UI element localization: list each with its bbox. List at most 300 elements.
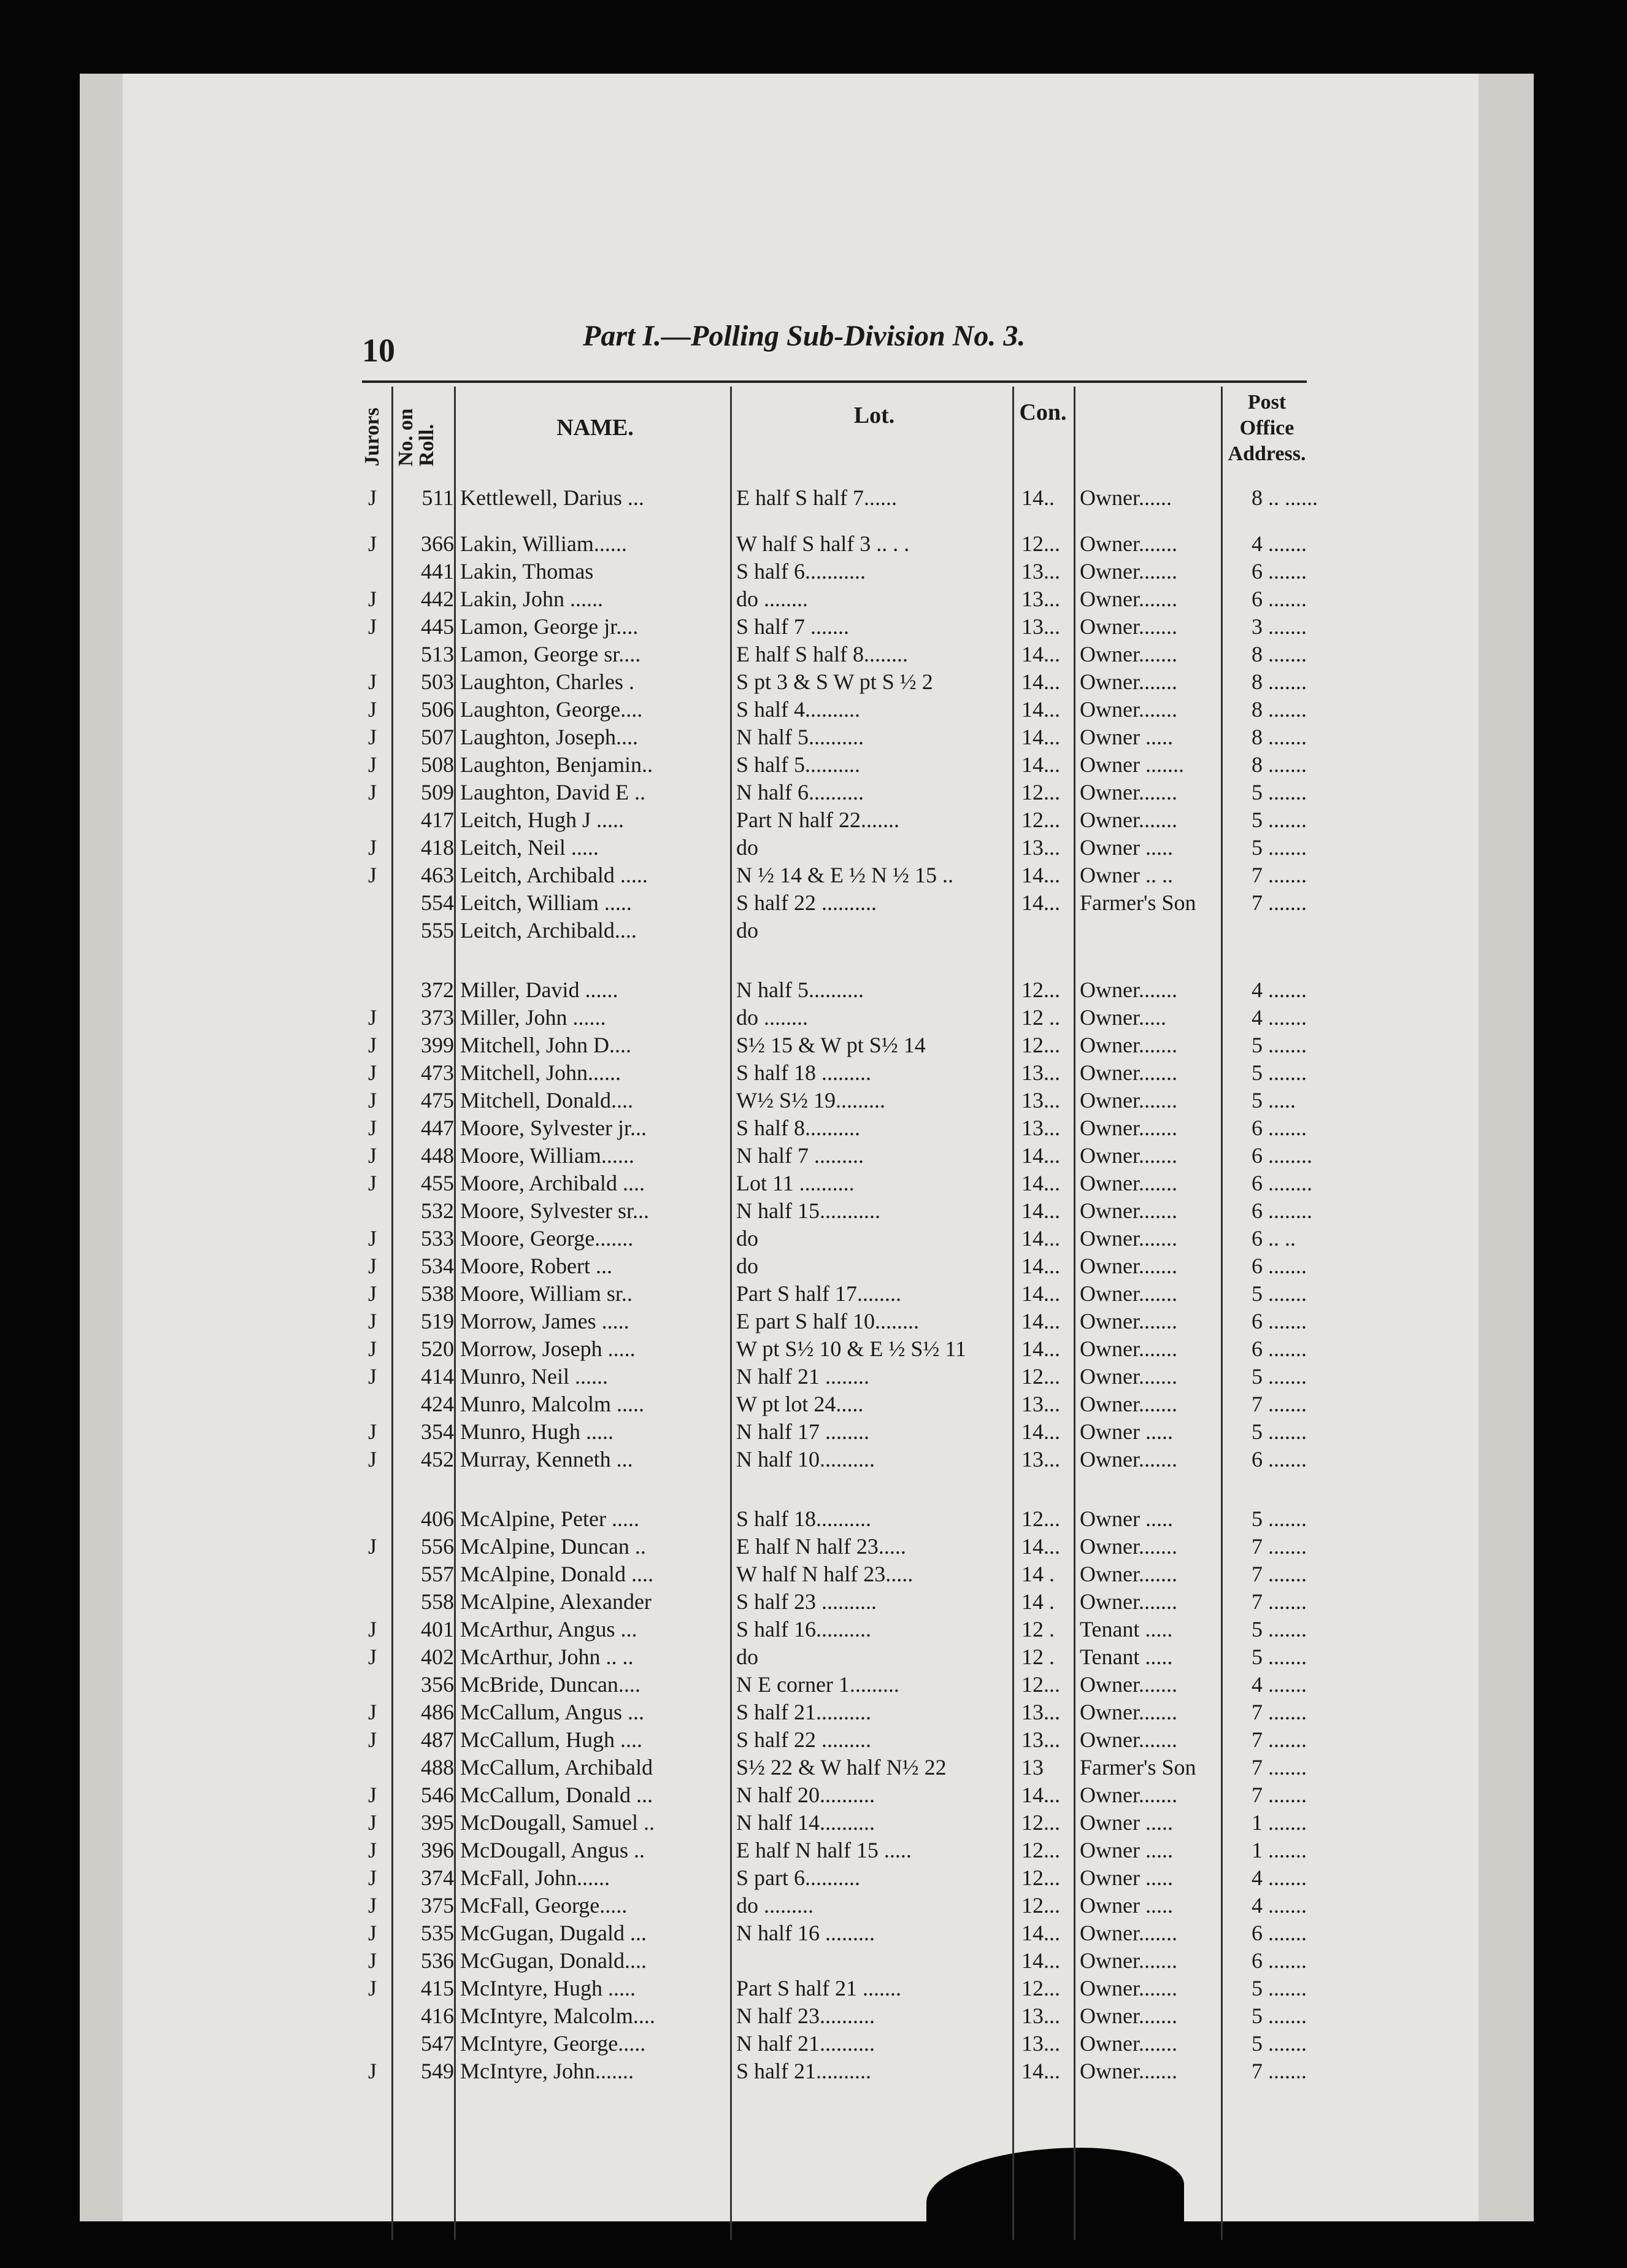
- post-office-address: 6 .......: [1252, 1447, 1307, 1472]
- concession: 12...: [1021, 1976, 1060, 2000]
- header-no-on-roll: No. on Roll.: [394, 408, 438, 466]
- occupation: Owner.......: [1080, 587, 1177, 611]
- voter-name: Morrow, James .....: [460, 1309, 629, 1333]
- lot-description: S half 5..........: [736, 752, 860, 777]
- post-office-address: 7 .......: [1252, 1727, 1307, 1752]
- juror-mark: J: [368, 863, 377, 887]
- juror-mark: J: [368, 1838, 377, 1862]
- juror-mark: J: [368, 1171, 377, 1195]
- occupation: Tenant .....: [1080, 1645, 1173, 1669]
- concession: 14...: [1021, 1783, 1060, 1807]
- post-office-address: 4 .......: [1252, 1865, 1307, 1890]
- occupation: Owner.......: [1080, 1392, 1177, 1416]
- voter-name: McArthur, Angus ...: [460, 1617, 637, 1641]
- juror-mark: J: [368, 614, 377, 639]
- roll-number: 503: [421, 669, 454, 694]
- voter-name: McCallum, Archibald: [460, 1755, 653, 1780]
- roll-number: 547: [421, 2031, 454, 2056]
- roll-number: 356: [421, 1672, 454, 1697]
- occupation: Owner.......: [1080, 642, 1177, 666]
- post-office-address: 4 .......: [1252, 1672, 1307, 1697]
- header-post-office-line1: Post Office: [1239, 391, 1294, 439]
- roll-number: 366: [421, 531, 454, 556]
- roll-number: 511: [421, 485, 454, 510]
- concession: 12 .: [1021, 1617, 1055, 1641]
- post-office-address: 5 .......: [1252, 1617, 1307, 1641]
- lot-description: N half 5..........: [736, 725, 864, 749]
- roll-number: 445: [421, 614, 454, 639]
- column-headers: [362, 387, 1307, 479]
- voter-name: McGugan, Dugald ...: [460, 1921, 647, 1945]
- table-row: [362, 724, 1307, 750]
- concession: 14...: [1021, 1198, 1060, 1223]
- concession: 12...: [1021, 978, 1060, 1002]
- post-office-address: 7 .......: [1252, 1562, 1307, 1586]
- concession: 14...: [1021, 1171, 1060, 1195]
- post-office-address: 5 .......: [1252, 835, 1307, 860]
- voter-name: McDougall, Samuel ..: [460, 1810, 655, 1835]
- concession: 14...: [1021, 1281, 1060, 1306]
- voter-name: Laughton, George....: [460, 697, 643, 722]
- juror-mark: J: [368, 669, 377, 694]
- header-lot: Lot.: [853, 403, 895, 428]
- table-row: [362, 1032, 1307, 1058]
- post-office-address: 6 ........: [1252, 1143, 1312, 1168]
- roll-number: 509: [421, 780, 454, 804]
- post-office-address: 1 .......: [1252, 1838, 1307, 1862]
- juror-mark: J: [368, 1617, 377, 1641]
- table-row: [362, 1727, 1307, 1753]
- table-row: [362, 1616, 1307, 1642]
- roll-number: 406: [421, 1506, 454, 1531]
- post-office-address: 5 .......: [1252, 1645, 1307, 1669]
- concession: 14...: [1021, 1143, 1060, 1168]
- voter-name: Leitch, Neil .....: [460, 835, 599, 860]
- table-row: [362, 1644, 1307, 1670]
- post-office-address: 1 .......: [1252, 1810, 1307, 1835]
- lot-description: S half 18..........: [736, 1506, 871, 1531]
- lot-description: do: [736, 1226, 758, 1251]
- concession: 12 .: [1021, 1645, 1055, 1669]
- table-row: [362, 1589, 1307, 1614]
- lot-description: N half 20..........: [736, 1783, 875, 1807]
- juror-mark: J: [368, 587, 377, 611]
- juror-mark: J: [368, 485, 377, 510]
- concession: 13...: [1021, 614, 1060, 639]
- page-title: Part I.—Polling Sub-Division No. 3.: [583, 320, 1026, 352]
- post-office-address: 7 .......: [1252, 2059, 1307, 2083]
- table-row: [362, 917, 1307, 943]
- lot-description: N half 14..........: [736, 1810, 875, 1835]
- voter-name: Munro, Neil ......: [460, 1364, 608, 1389]
- table-row: [362, 1948, 1307, 1973]
- lot-description: N half 7 .........: [736, 1143, 864, 1168]
- roll-number: 554: [421, 890, 454, 915]
- post-office-address: 6 .......: [1252, 1336, 1307, 1361]
- juror-mark: J: [368, 835, 377, 860]
- concession: 14..: [1021, 485, 1055, 510]
- voter-name: Mitchell, John......: [460, 1060, 621, 1085]
- voter-name: McIntyre, George.....: [460, 2031, 646, 2056]
- occupation: Owner .....: [1080, 1506, 1173, 1531]
- lot-description: S½ 22 & W half N½ 22: [736, 1755, 947, 1780]
- roll-number: 546: [421, 1783, 454, 1807]
- table-row: [362, 1446, 1307, 1472]
- header-post-office-line2: Address.: [1228, 442, 1306, 465]
- table-row: [362, 641, 1307, 667]
- table-row: [362, 1005, 1307, 1030]
- juror-mark: J: [368, 531, 377, 556]
- table-row: [362, 2003, 1307, 2029]
- post-office-address: 8 .......: [1252, 669, 1307, 694]
- occupation: Owner......: [1080, 485, 1172, 510]
- post-office-address: 4 .......: [1252, 531, 1307, 556]
- roll-number: 556: [421, 1534, 454, 1559]
- voter-name: McIntyre, Hugh .....: [460, 1976, 636, 2000]
- concession: 12...: [1021, 1838, 1060, 1862]
- table-row: [362, 1699, 1307, 1725]
- occupation: Owner.......: [1080, 1226, 1177, 1251]
- juror-mark: J: [368, 1893, 377, 1918]
- occupation: Owner.......: [1080, 1534, 1177, 1559]
- occupation: Owner.......: [1080, 1171, 1177, 1195]
- voter-name: McAlpine, Donald ....: [460, 1562, 653, 1586]
- juror-mark: J: [368, 1088, 377, 1113]
- occupation: Owner.......: [1080, 1116, 1177, 1140]
- voter-name: Laughton, Charles .: [460, 669, 634, 694]
- voter-name: McCallum, Donald ...: [460, 1783, 653, 1807]
- table-row: [362, 614, 1307, 639]
- post-office-address: 5 .......: [1252, 2004, 1307, 2028]
- occupation: Owner.......: [1080, 1727, 1177, 1752]
- table-row: [362, 1115, 1307, 1141]
- post-office-address: 7 .......: [1252, 1783, 1307, 1807]
- post-office-address: 7 .......: [1252, 890, 1307, 915]
- roll-number: 506: [421, 697, 454, 722]
- table-row: [362, 1170, 1312, 1196]
- juror-mark: J: [368, 1116, 377, 1140]
- roll-number: 401: [421, 1617, 454, 1641]
- roll-number: 475: [421, 1088, 454, 1113]
- post-office-address: 8 .......: [1252, 752, 1307, 777]
- table-row: [362, 1672, 1307, 1697]
- page-number: 10: [362, 332, 395, 369]
- occupation: Owner .....: [1080, 725, 1173, 749]
- voter-name: Laughton, Joseph....: [460, 725, 638, 749]
- occupation: Owner.......: [1080, 978, 1177, 1002]
- table-row: [362, 1087, 1307, 1113]
- juror-mark: J: [368, 1976, 377, 2000]
- post-office-address: 8 .......: [1252, 725, 1307, 749]
- post-office-address: 8 .. ......: [1252, 485, 1318, 510]
- voter-name: Leitch, William .....: [460, 890, 632, 915]
- concession: 12...: [1021, 1865, 1060, 1890]
- roll-number: 416: [421, 2004, 454, 2028]
- page-edge: [1534, 74, 1601, 2221]
- roll-number: 534: [421, 1254, 454, 1278]
- occupation: Owner.......: [1080, 1447, 1177, 1472]
- roll-number: 372: [421, 978, 454, 1002]
- lot-description: S half 6...........: [736, 559, 866, 584]
- table-row: [362, 1975, 1307, 2001]
- table-row: [362, 1920, 1307, 1946]
- post-office-address: 4 .......: [1252, 1893, 1307, 1918]
- lot-description: S half 8..........: [736, 1116, 860, 1140]
- occupation: Tenant .....: [1080, 1617, 1173, 1641]
- voter-name: McAlpine, Alexander: [460, 1589, 652, 1614]
- juror-mark: J: [368, 1309, 377, 1333]
- concession: 13: [1021, 1755, 1044, 1780]
- voter-name: Kettlewell, Darius ...: [460, 485, 644, 510]
- voter-name: Lakin, Thomas: [460, 559, 594, 584]
- concession: 13...: [1021, 1392, 1060, 1416]
- voter-name: Morrow, Joseph .....: [460, 1336, 636, 1361]
- roll-number: 473: [421, 1060, 454, 1085]
- roll-number: 442: [421, 587, 454, 611]
- voter-name: McIntyre, Malcolm....: [460, 2004, 655, 2028]
- voter-name: Moore, George.......: [460, 1226, 634, 1251]
- occupation: Owner.......: [1080, 1976, 1177, 2000]
- concession: 14...: [1021, 725, 1060, 749]
- lot-description: do: [736, 1254, 758, 1278]
- lot-description: E half S half 7......: [736, 485, 897, 510]
- post-office-address: 4 .......: [1252, 978, 1307, 1002]
- table-row: [362, 696, 1307, 722]
- roll-number: 424: [421, 1392, 454, 1416]
- concession: 13...: [1021, 1727, 1060, 1752]
- lot-description: S half 22 ..........: [736, 890, 877, 915]
- header-name: NAME.: [556, 415, 634, 441]
- voter-name: Laughton, Benjamin..: [460, 752, 653, 777]
- table-row: [362, 531, 1307, 557]
- concession: 12...: [1021, 1810, 1060, 1835]
- concession: 14...: [1021, 669, 1060, 694]
- juror-mark: J: [368, 1005, 377, 1030]
- juror-mark: J: [368, 1060, 377, 1085]
- table-row: [362, 1198, 1312, 1224]
- roll-number: 557: [421, 1562, 454, 1586]
- lot-description: S half 16..........: [736, 1617, 871, 1641]
- occupation: Owner .......: [1080, 752, 1184, 777]
- lot-description: N half 17 ........: [736, 1419, 869, 1444]
- voter-name: Mitchell, Donald....: [460, 1088, 633, 1113]
- voter-name: Murray, Kenneth ...: [460, 1447, 633, 1472]
- voter-name: Miller, David ......: [460, 978, 618, 1002]
- voter-name: Moore, William......: [460, 1143, 634, 1168]
- occupation: Owner.......: [1080, 2059, 1177, 2083]
- table-row: [362, 890, 1307, 916]
- concession: 14...: [1021, 1948, 1060, 1973]
- lot-description: Part S half 17........: [736, 1281, 901, 1306]
- occupation: Owner .....: [1080, 835, 1173, 860]
- occupation: Owner.......: [1080, 1254, 1177, 1278]
- concession: 14...: [1021, 863, 1060, 887]
- roll-number: 452: [421, 1447, 454, 1472]
- juror-mark: J: [368, 1336, 377, 1361]
- lot-description: N half 23..........: [736, 2004, 875, 2028]
- concession: 14...: [1021, 1419, 1060, 1444]
- table-row: [362, 1281, 1307, 1306]
- post-office-address: 5 .......: [1252, 1060, 1307, 1085]
- roll-number: 447: [421, 1116, 454, 1140]
- lot-description: S half 4..........: [736, 697, 860, 722]
- table-row: [362, 1143, 1312, 1168]
- voter-name: Lakin, John ......: [460, 587, 603, 611]
- occupation: Owner.......: [1080, 1060, 1177, 1085]
- occupation: Owner .....: [1080, 1893, 1173, 1918]
- concession: 12...: [1021, 1364, 1060, 1389]
- voter-name: Mitchell, John D....: [460, 1033, 631, 1057]
- roll-number: 455: [421, 1171, 454, 1195]
- roll-number: 533: [421, 1226, 454, 1251]
- concession: 12...: [1021, 1893, 1060, 1918]
- juror-mark: J: [368, 1810, 377, 1835]
- lot-description: N E corner 1.........: [736, 1672, 899, 1697]
- occupation: Owner.......: [1080, 1033, 1177, 1057]
- table-row: [362, 1533, 1307, 1559]
- juror-mark: J: [368, 1865, 377, 1890]
- concession: 14...: [1021, 642, 1060, 666]
- roll-number: 448: [421, 1143, 454, 1168]
- lot-description: E half S half 8........: [736, 642, 908, 666]
- voter-name: Leitch, Archibald....: [460, 918, 637, 943]
- lot-description: Lot 11 ..........: [736, 1171, 855, 1195]
- voter-name: Munro, Hugh .....: [460, 1419, 613, 1444]
- lot-description: E half N half 15 .....: [736, 1838, 912, 1862]
- lot-description: W½ S½ 19.........: [736, 1088, 885, 1113]
- concession: 12...: [1021, 531, 1060, 556]
- juror-mark: J: [368, 752, 377, 777]
- table-row: [362, 1810, 1307, 1835]
- voter-name: Moore, Sylvester jr...: [460, 1116, 647, 1140]
- occupation: Owner.......: [1080, 1948, 1177, 1973]
- lot-description: S half 18 .........: [736, 1060, 871, 1085]
- juror-mark: J: [368, 1534, 377, 1559]
- lot-description: S pt 3 & S W pt S ½ 2: [736, 669, 933, 694]
- concession: 12 ..: [1021, 1005, 1060, 1030]
- occupation: Owner.......: [1080, 1672, 1177, 1697]
- table-row: [362, 1865, 1307, 1891]
- occupation: Owner.......: [1080, 1783, 1177, 1807]
- voter-name: Laughton, David E ..: [460, 780, 645, 804]
- post-office-address: 5 .....: [1252, 1088, 1296, 1113]
- lot-description: N half 5..........: [736, 978, 864, 1002]
- concession: 14...: [1021, 1309, 1060, 1333]
- table-row: [362, 1506, 1307, 1532]
- voter-name: Munro, Malcolm .....: [460, 1392, 644, 1416]
- occupation: Owner.......: [1080, 531, 1177, 556]
- roll-number: 354: [421, 1419, 454, 1444]
- table-row: [362, 1892, 1307, 1918]
- concession: 14 .: [1021, 1589, 1055, 1614]
- occupation: Owner .....: [1080, 1810, 1173, 1835]
- post-office-address: 6 ........: [1252, 1198, 1312, 1223]
- lot-description: do ........: [736, 1005, 808, 1030]
- table-row: [362, 1060, 1307, 1086]
- post-office-address: 7 .......: [1252, 1700, 1307, 1724]
- lot-description: S half 22 .........: [736, 1727, 871, 1752]
- voter-name: Lamon, George jr....: [460, 614, 639, 639]
- lot-description: N half 16 .........: [736, 1921, 875, 1945]
- occupation: Owner.......: [1080, 1562, 1177, 1586]
- concession: 13...: [1021, 1060, 1060, 1085]
- lot-description: do ........: [736, 587, 808, 611]
- roll-number: 486: [421, 1700, 454, 1724]
- post-office-address: 8 .......: [1252, 642, 1307, 666]
- header-jurors: Jurors: [361, 407, 383, 466]
- occupation: Owner.......: [1080, 1309, 1177, 1333]
- concession: 14...: [1021, 1336, 1060, 1361]
- occupation: Owner.......: [1080, 1921, 1177, 1945]
- lot-description: W pt lot 24.....: [736, 1392, 864, 1416]
- table-row: [362, 558, 1307, 584]
- lot-description: N half 21 ........: [736, 1364, 869, 1389]
- juror-mark: J: [368, 1645, 377, 1669]
- lot-description: S part 6..........: [736, 1865, 860, 1890]
- post-office-address: 5 .......: [1252, 1281, 1307, 1306]
- lot-description: W pt S½ 10 & E ½ S½ 11: [736, 1336, 967, 1361]
- table-row: [362, 807, 1307, 833]
- occupation: Farmer's Son: [1080, 890, 1196, 915]
- lot-description: N half 10..........: [736, 1447, 875, 1472]
- voter-name: McDougall, Angus ..: [460, 1838, 645, 1862]
- occupation: Owner .....: [1080, 1419, 1173, 1444]
- roll-number: 487: [421, 1727, 454, 1752]
- concession: 14...: [1021, 1921, 1060, 1945]
- voter-name: McBride, Duncan....: [460, 1672, 640, 1697]
- roll-number: 375: [421, 1893, 454, 1918]
- roll-number: 513: [421, 642, 454, 666]
- concession: 12...: [1021, 808, 1060, 832]
- juror-mark: J: [368, 1364, 377, 1389]
- occupation: Owner.......: [1080, 1088, 1177, 1113]
- lot-description: E half N half 23.....: [736, 1534, 906, 1559]
- roll-number: 488: [421, 1755, 454, 1780]
- post-office-address: 7 .......: [1252, 1755, 1307, 1780]
- roll-number: 396: [421, 1838, 454, 1862]
- voter-name: Lamon, George sr....: [460, 642, 641, 666]
- occupation: Owner.......: [1080, 1336, 1177, 1361]
- lot-description: N ½ 14 & E ½ N ½ 15 ..: [736, 863, 953, 887]
- voter-name: McFall, John......: [460, 1865, 610, 1890]
- occupation: Owner.......: [1080, 1281, 1177, 1306]
- concession: 14...: [1021, 697, 1060, 722]
- table-row: [362, 1837, 1307, 1863]
- roll-number: 415: [421, 1976, 454, 2000]
- post-office-address: 5 .......: [1252, 1364, 1307, 1389]
- lot-description: N half 6..........: [736, 780, 864, 804]
- table-row: [362, 1336, 1307, 1362]
- lot-description: do: [736, 1645, 758, 1669]
- concession: 13...: [1021, 1088, 1060, 1113]
- occupation: Owner.......: [1080, 808, 1177, 832]
- roll-number: 536: [421, 1948, 454, 1973]
- post-office-address: 3 .......: [1252, 614, 1307, 639]
- concession: 13...: [1021, 835, 1060, 860]
- roll-number: 418: [421, 835, 454, 860]
- roll-number: 414: [421, 1364, 454, 1389]
- roll-number: 520: [421, 1336, 454, 1361]
- roll-number: 508: [421, 752, 454, 777]
- concession: 14...: [1021, 1254, 1060, 1278]
- roll-number: 402: [421, 1645, 454, 1669]
- roll-number: 535: [421, 1921, 454, 1945]
- occupation: Owner .. ..: [1080, 863, 1173, 887]
- voter-name: McArthur, John .. ..: [460, 1645, 634, 1669]
- concession: 12...: [1021, 1033, 1060, 1057]
- lot-description: do: [736, 835, 758, 860]
- juror-mark: J: [368, 1783, 377, 1807]
